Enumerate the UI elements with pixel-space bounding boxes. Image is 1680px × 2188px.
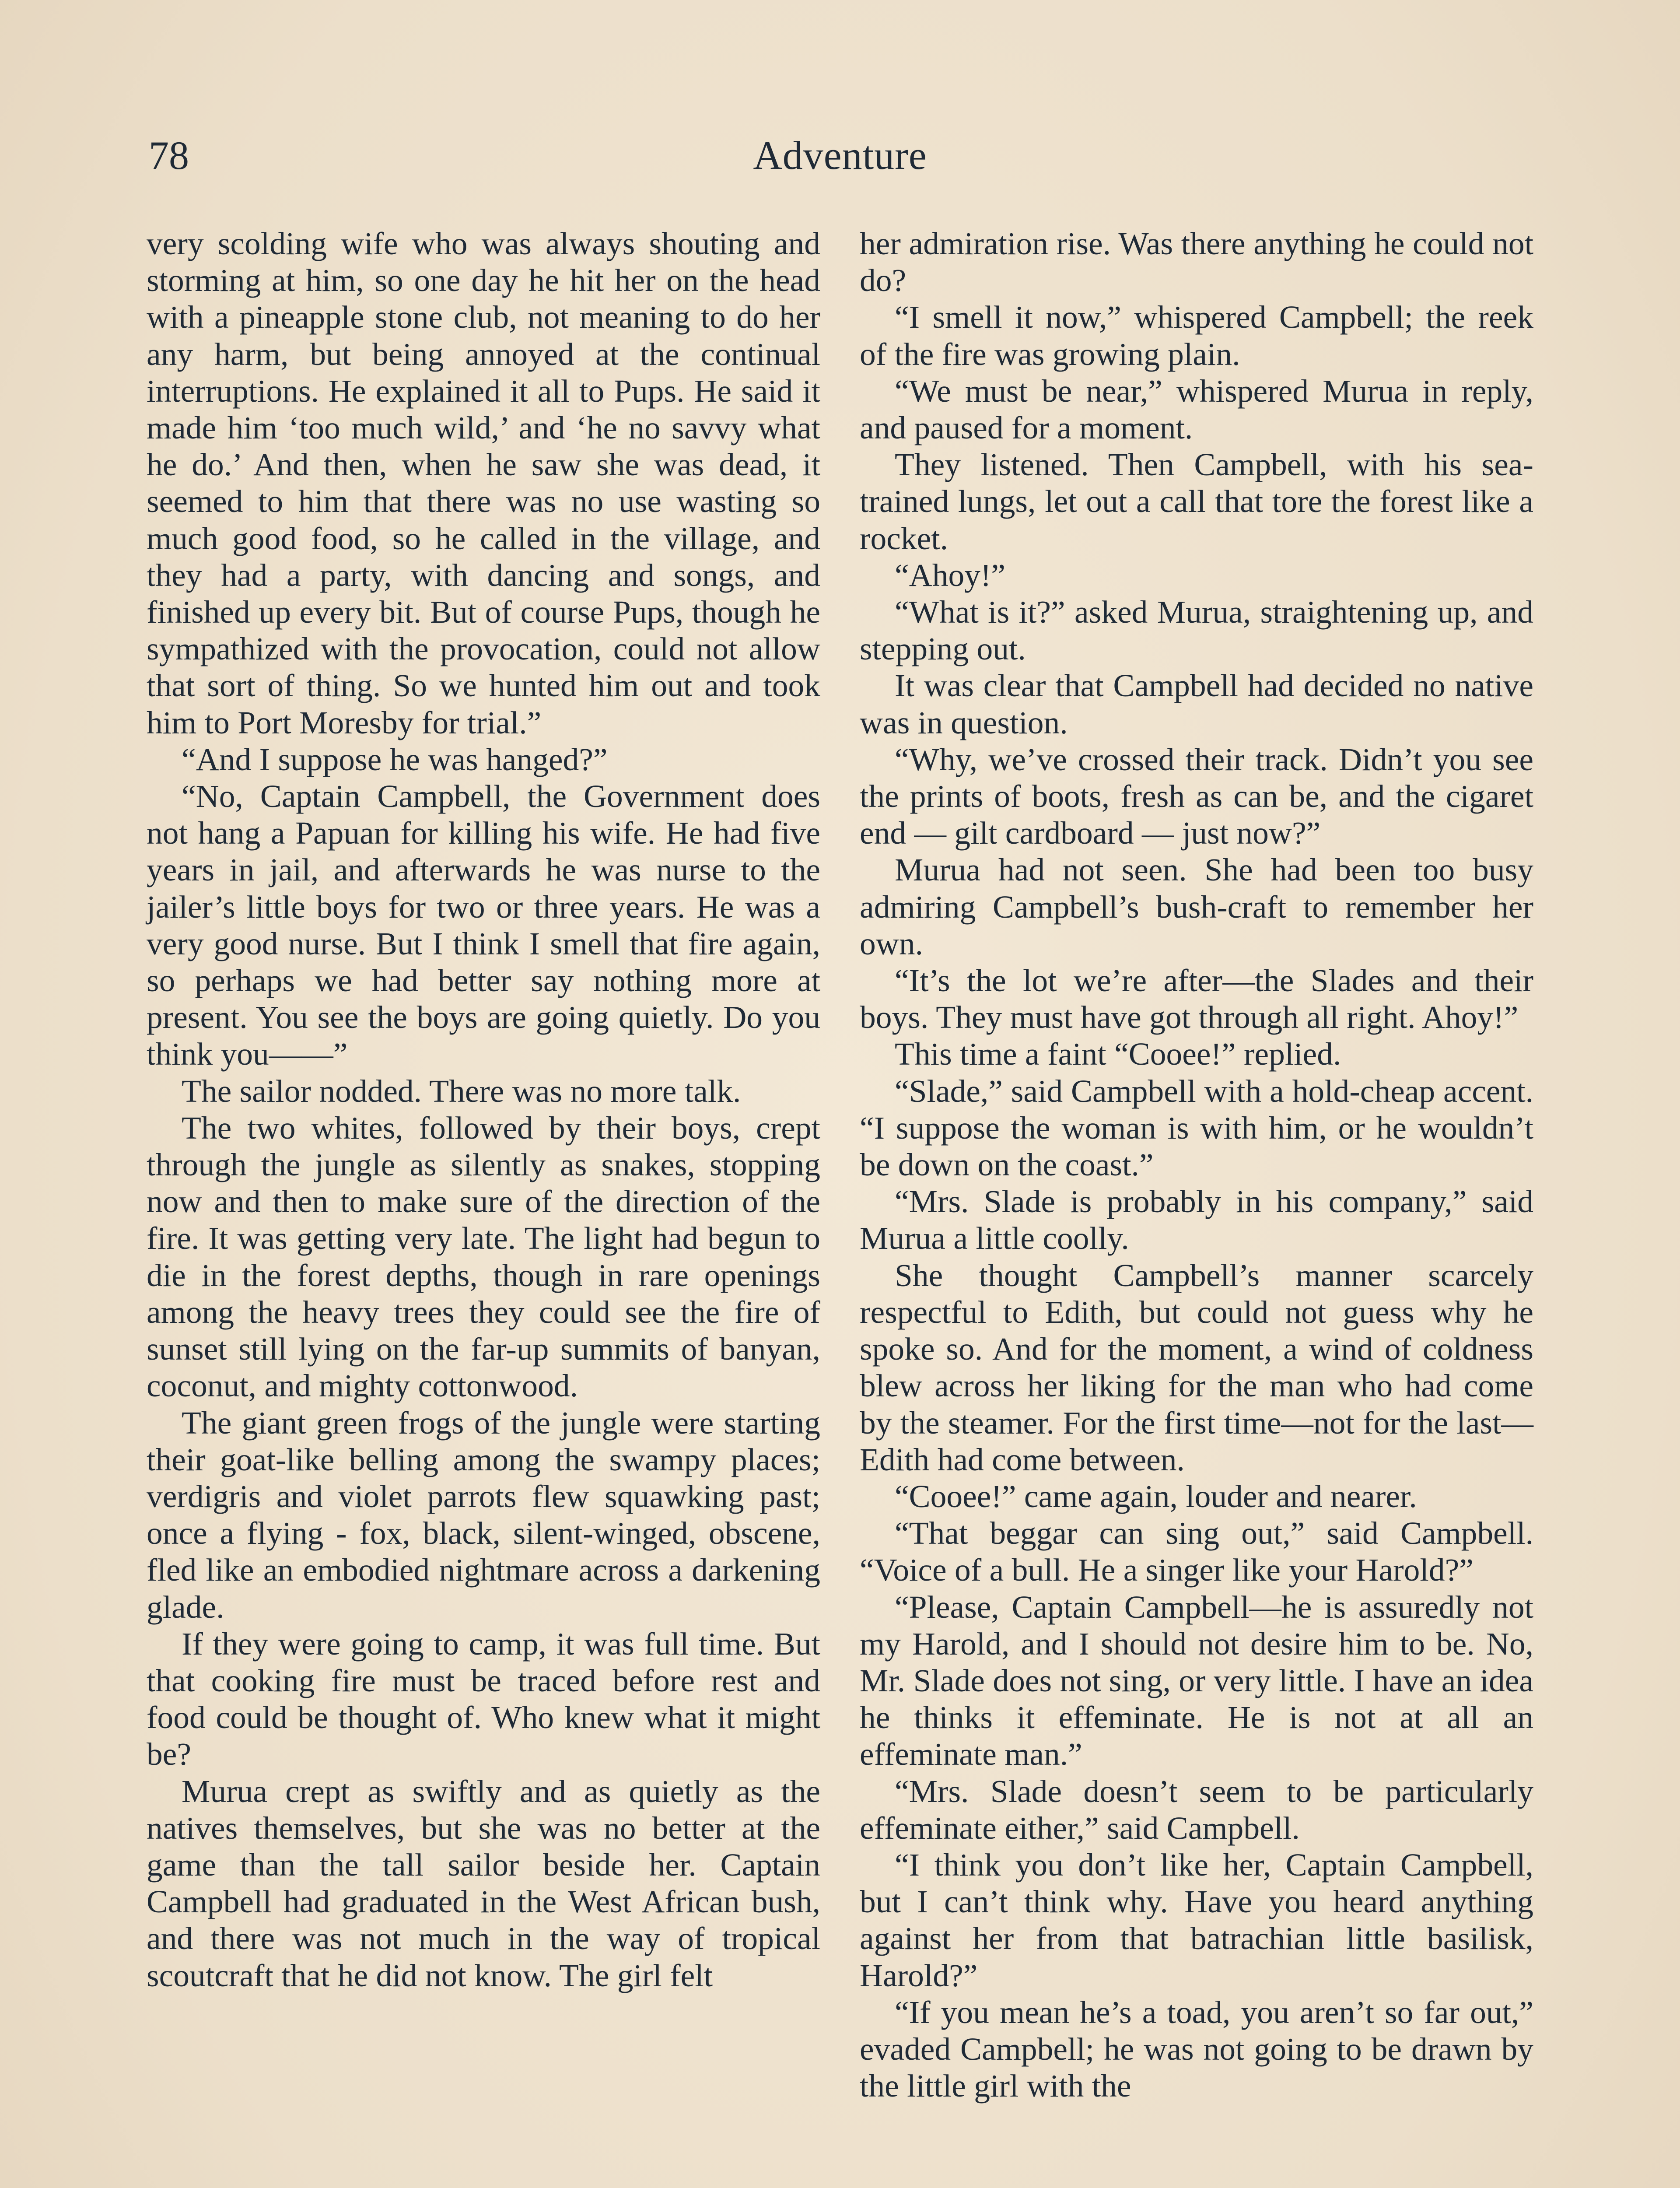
paragraph: If they were going to camp, it was full time. But that cooking fire must be traced before rest and food could be thought of. Who knew what it might be? [147, 1626, 820, 1772]
paragraph: It was clear that Campbell had decided no native was in question. [860, 668, 1533, 740]
running-title: Adventure [753, 133, 927, 178]
page-number: 78 [149, 133, 189, 178]
paragraph: “Slade,” said Campbell with a hold-cheap accent. “I suppose the woman is with him, or he wouldn’t be down on the coast.” [860, 1073, 1533, 1183]
paragraph: “What is it?” asked Murua, straightening up, and stepping out. [860, 594, 1533, 667]
paragraph: “I smell it now,” whispered Campbell; the reek of the fire was growing plain. [860, 299, 1533, 372]
paragraph: Murua crept as swiftly and as quietly as the natives themselves, but she was no better at the game than the tall sailor beside her. Captain Campbell had graduated in the West African bush, and there was not much in the way of tropical scoutcraft that he did not know. The girl felt [147, 1773, 820, 1993]
paragraph: “No, Captain Campbell, the Government does not hang a Papuan for killing his wife. He had five years in jail, and afterwards he was nurse to the jailer’s little boys for two or three years. He was a very good nurse. But I think I smell that fire again, so perhaps we had better say nothing more at present. You see the boys are going quietly. Do you think you——” [147, 778, 820, 1072]
paragraph: “If you mean he’s a toad, you aren’t so far out,” evaded Campbell; he was not going to be drawn by the little girl with the [860, 1994, 1533, 2104]
paragraph: This time a faint “Cooee!” replied. [895, 1036, 1341, 1072]
paragraph: “We must be near,” whispered Murua in reply, and paused for a moment. [860, 373, 1533, 446]
paragraph: “It’s the lot we’re after—the Slades and their boys. They must have got through all right. Ahoy!” [860, 963, 1533, 1035]
paragraph: “I think you don’t like her, Captain Campbell, but I can’t think why. Have you heard anything against her from that batrachian little basilisk, Harold?” [860, 1847, 1533, 1993]
left-column [147, 225, 820, 1994]
paragraph: “Please, Captain Campbell—he is assuredly not my Harold, and I should not desire him to be. No, Mr. Slade does not sing, or very little. I have an idea he thinks it effeminate. He is not at all an effeminate man.” [860, 1589, 1533, 1772]
paragraph: The two whites, followed by their boys, crept through the jungle as silently as snakes, stopping now and then to make sure of the direction of the fire. It was getting very late. The light had begun to die in the forest depths, though in rare openings among the heavy trees they could see the fire of sunset still lying on the far-up summits of banyan, coconut, and mighty cottonwood. [147, 1110, 820, 1404]
paragraph: The sailor nodded. There was no more talk. [182, 1073, 741, 1109]
paragraph: her admiration rise. Was there anything he could not do? [860, 226, 1533, 298]
right-column [860, 225, 1533, 2104]
paragraph: She thought Campbell’s manner scarcely respectful to Edith, but could not guess why he spoke so. And for the moment, a wind of coldness blew across her liking for the man who had come by the steamer. For the first time—not for the last—Edith had come between. [860, 1257, 1533, 1477]
page-header [149, 131, 1531, 179]
paragraph: very scolding wife who was always shouting and storming at him, so one day he hit her on the head with a pineapple stone club, not meaning to do her any harm, but being annoyed at the continual interruptions. He explained it all to Pups. He said it made him ‘too much wild,’ and ‘he no savvy what he do.’ And then, when he saw she was dead, it seemed to him that there was no use wasting so much good food, so he called in the village, and they had a party, with dancing and songs, and finished up every bit. But of course Pups, though he sympathized with the provocation, could not allow that sort of thing. So we hunted him out and took him to Port Moresby for trial.” [147, 226, 820, 740]
paragraph: “Mrs. Slade is probably in his company,” said Murua a little coolly. [860, 1184, 1533, 1256]
paragraph: The giant green frogs of the jungle were starting their goat-like belling among the swampy places; verdigris and violet parrots flew squawking past; once a flying - fox, black, silent-winged, obscene, fled like an embodied nightmare across a darkening glade. [147, 1405, 820, 1625]
paragraph: “And I suppose he was hanged?” [182, 741, 608, 777]
paragraph: “Cooee!” came again, louder and nearer. [895, 1478, 1417, 1514]
paragraph: “Mrs. Slade doesn’t seem to be particularly effeminate either,” said Campbell. [860, 1773, 1533, 1846]
paragraph: “That beggar can sing out,” said Campbell. “Voice of a bull. He a singer like your Harold?” [860, 1515, 1533, 1588]
paragraph: “Why, we’ve crossed their track. Didn’t you see the prints of boots, fresh as can be, and the cigaret end — gilt cardboard — just now?” [860, 741, 1533, 851]
paragraph: Murua had not seen. She had been too busy admiring Campbell’s bush-craft to remember her own. [860, 852, 1533, 961]
paragraph: “Ahoy!” [895, 557, 1006, 593]
paragraph: They listened. Then Campbell, with his sea-trained lungs, let out a call that tore the forest like a rocket. [860, 447, 1533, 556]
